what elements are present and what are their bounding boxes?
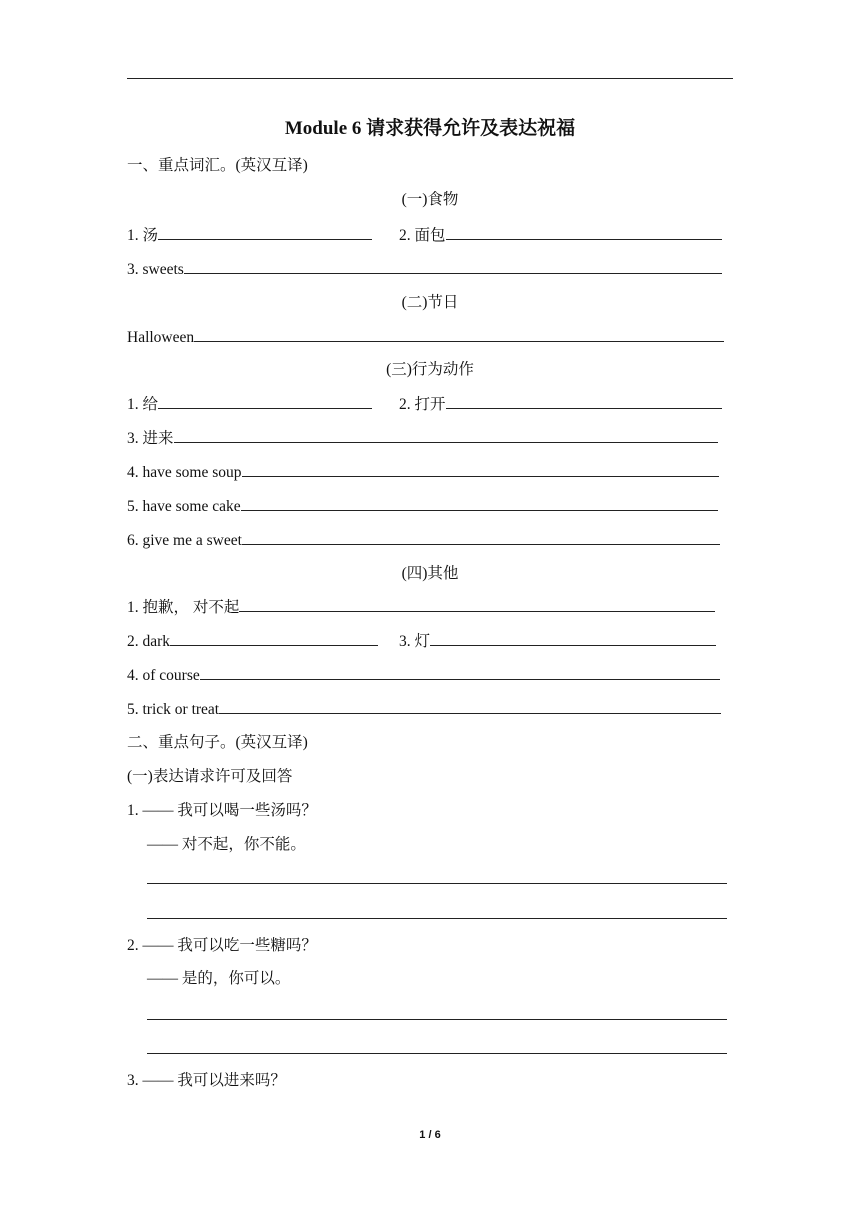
vocab-give xyxy=(127,394,372,415)
food-heading: (一)食物 xyxy=(401,191,459,208)
vocab-have-cake-label: 5. have some cake xyxy=(127,498,241,515)
answer-blank[interactable] xyxy=(242,530,720,545)
vocab-open-label: 2. 打开 xyxy=(399,396,446,413)
section2-sub1-heading: (一)表达请求许可及回答 xyxy=(127,768,293,785)
section2-heading: 二、重点句子。(英汉互译) xyxy=(127,734,308,751)
vocab-sweets-label: 3. sweets xyxy=(127,261,184,278)
answer-blank[interactable] xyxy=(242,462,719,477)
sentence-1-question: 1. —— 我可以喝一些汤吗？ xyxy=(127,802,317,819)
answer-blank[interactable] xyxy=(184,259,722,274)
vocab-soup xyxy=(127,225,372,246)
vocab-come-in-label: 3. 进来 xyxy=(127,430,174,447)
vocab-sorry-label: 1. 抱歉， 对不起 xyxy=(127,599,240,616)
answer-blank[interactable] xyxy=(174,428,718,443)
sentence-2-answer: —— 是的，你可以。 xyxy=(147,970,291,987)
vocab-halloween xyxy=(127,327,724,348)
answer-blank[interactable] xyxy=(446,225,722,240)
sentence-3-question: 3. —— 我可以进来吗？ xyxy=(127,1072,286,1089)
festival-heading: (二)节日 xyxy=(401,294,459,311)
vocab-sorry xyxy=(127,597,715,618)
vocab-bread xyxy=(399,225,722,246)
answer-blank[interactable] xyxy=(194,327,724,342)
answer-blank[interactable] xyxy=(158,394,372,409)
answer-line[interactable] xyxy=(147,1053,727,1054)
others-heading: (四)其他 xyxy=(401,565,459,582)
answer-blank[interactable] xyxy=(430,631,716,646)
vocab-halloween-label: Halloween xyxy=(127,329,195,346)
vocab-of-course-label: 4. of course xyxy=(127,667,200,684)
answer-blank[interactable] xyxy=(446,394,722,409)
vocab-dark-label: 2. dark xyxy=(127,633,171,650)
page-number: 1 / 6 xyxy=(419,1129,441,1141)
vocab-light xyxy=(399,631,716,652)
section1-heading: 一、重点词汇。(英汉互译) xyxy=(127,157,308,174)
actions-heading: (三)行为动作 xyxy=(386,361,474,378)
vocab-have-soup-label: 4. have some soup xyxy=(127,464,242,481)
answer-line[interactable] xyxy=(147,1019,727,1020)
vocab-give-sweet-label: 6. give me a sweet xyxy=(127,532,242,549)
vocab-have-soup xyxy=(127,462,719,483)
answer-blank[interactable] xyxy=(219,699,721,714)
vocab-trick-or-treat-label: 5. trick or treat xyxy=(127,701,220,718)
header-rule xyxy=(127,78,733,79)
vocab-bread-label: 2. 面包 xyxy=(399,227,446,244)
vocab-come-in xyxy=(127,428,718,449)
sentence-2-question: 2. —— 我可以吃一些糖吗？ xyxy=(127,937,317,954)
vocab-have-cake xyxy=(127,496,718,517)
answer-line[interactable] xyxy=(147,918,727,919)
sentence-1-answer: —— 对不起，你不能。 xyxy=(147,836,306,853)
answer-blank[interactable] xyxy=(241,496,718,511)
vocab-soup-label: 1. 汤 xyxy=(127,227,159,244)
vocab-dark xyxy=(127,631,378,652)
vocab-sweets xyxy=(127,259,722,280)
vocab-trick-or-treat xyxy=(127,699,721,720)
vocab-light-label: 3. 灯 xyxy=(399,633,431,650)
vocab-give-label: 1. 给 xyxy=(127,396,159,413)
answer-line[interactable] xyxy=(147,883,727,884)
answer-blank[interactable] xyxy=(170,631,378,646)
vocab-open xyxy=(399,394,722,415)
vocab-of-course xyxy=(127,665,720,686)
vocab-give-sweet xyxy=(127,530,720,551)
answer-blank[interactable] xyxy=(200,665,720,680)
page-title: Module 6 请求获得允许及表达祝福 xyxy=(284,118,576,139)
answer-blank[interactable] xyxy=(239,597,715,612)
answer-blank[interactable] xyxy=(158,225,372,240)
